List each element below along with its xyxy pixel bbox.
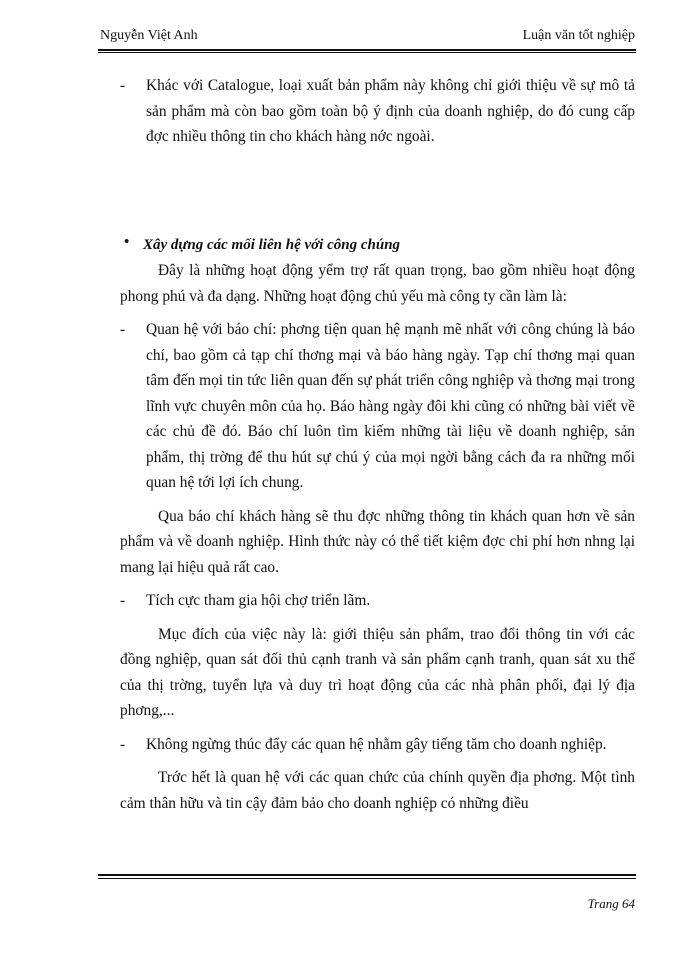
dash-marker: - [120, 321, 126, 338]
dash-marker: - [120, 592, 126, 609]
dash-marker: - [120, 77, 126, 94]
dash-marker: - [120, 735, 126, 753]
paragraph: Trớc hết là quan hệ với các quan chức của chính quyền địa phơng. Một tình cảm thân hữu và tin cậy đảm bảo cho doanh nghiệp có những điều [120, 769, 635, 812]
page-body [120, 73, 635, 816]
heading-text: Xây dựng các mối liên hệ với công chúng [143, 236, 401, 253]
item-text: Tích cực tham gia hội chợ triển lãm. [146, 592, 371, 609]
header-rule [98, 49, 636, 51]
list-item [120, 732, 635, 758]
paragraph: Qua báo chí khách hàng sẽ thu đợc những thông tin khách quan hơn về sản phẩm và về doanh nghiệp. Hình thức này có thể tiết kiệm đợc chi phí hơn nhng lại mang lại hiệu quả rất cao. [120, 507, 635, 576]
page-number: Trang 64 [587, 896, 635, 911]
bullet-icon: • [124, 233, 130, 250]
item-text: Khác với Catalogue, loại xuất bản phẩm này không chỉ giới thiệu về sự mô tả sản phẩm mà còn bao gồm toàn bộ ý định của doanh nghiệp, do đó cung cấp đợc nhiều thông tin cho khách hàng nớc ngoài. [146, 77, 635, 145]
page-header [100, 28, 635, 48]
footer-rule [98, 874, 636, 876]
section-heading [120, 233, 635, 259]
header-rule-thin [98, 52, 636, 53]
paragraph: Đây là những hoạt động yểm trợ rất quan trọng, bao gồm nhiều hoạt động phong phú và đa dạng. Những hoạt động chủ yếu mà công ty cần làm là: [120, 262, 635, 305]
list-item [120, 73, 635, 150]
footer-rule-thin [98, 878, 636, 879]
list-item [120, 317, 635, 496]
header-author: Nguyễn Việt Anh [100, 28, 198, 43]
item-text: Không ngừng thúc đẩy các quan hệ nhằm gây tiếng tăm cho doanh nghiệp. [146, 735, 607, 753]
list-item [120, 588, 635, 614]
item-text: Quan hệ với báo chí: phơng tiện quan hệ mạnh mẽ nhất với công chúng là báo chí, bao gồm cả tạp chí thơng mại và báo hàng ngày. Tạp chí thơng mại quan tâm đến mọi tin tức liên quan đến sự phát triển công nghiệp và thơng mại trong lĩnh vực chuyên môn của họ. Báo hàng ngày đôi khi cũng có những bài viết về các chủ đề đó. Báo chí luôn tìm kiếm những tài liệu về doanh nghiệp, sản phẩm, thị trờng để thu hút sự chú ý của mọi ngời bằng cách đa ra những mối quan hệ tới lợi ích chung. [146, 321, 635, 491]
paragraph: Mục đích của việc này là: giới thiệu sản phẩm, trao đổi thông tin với các đồng nghiệp, quan sát đối thủ cạnh tranh và sản phẩm cạnh tranh, quan sát xu thế của thị trờng, tuyển lựa và duy trì hoạt động của các nhà phân phối, đại lý địa phơng,... [120, 625, 635, 719]
header-title: Luận văn tốt nghiệp [522, 28, 635, 43]
